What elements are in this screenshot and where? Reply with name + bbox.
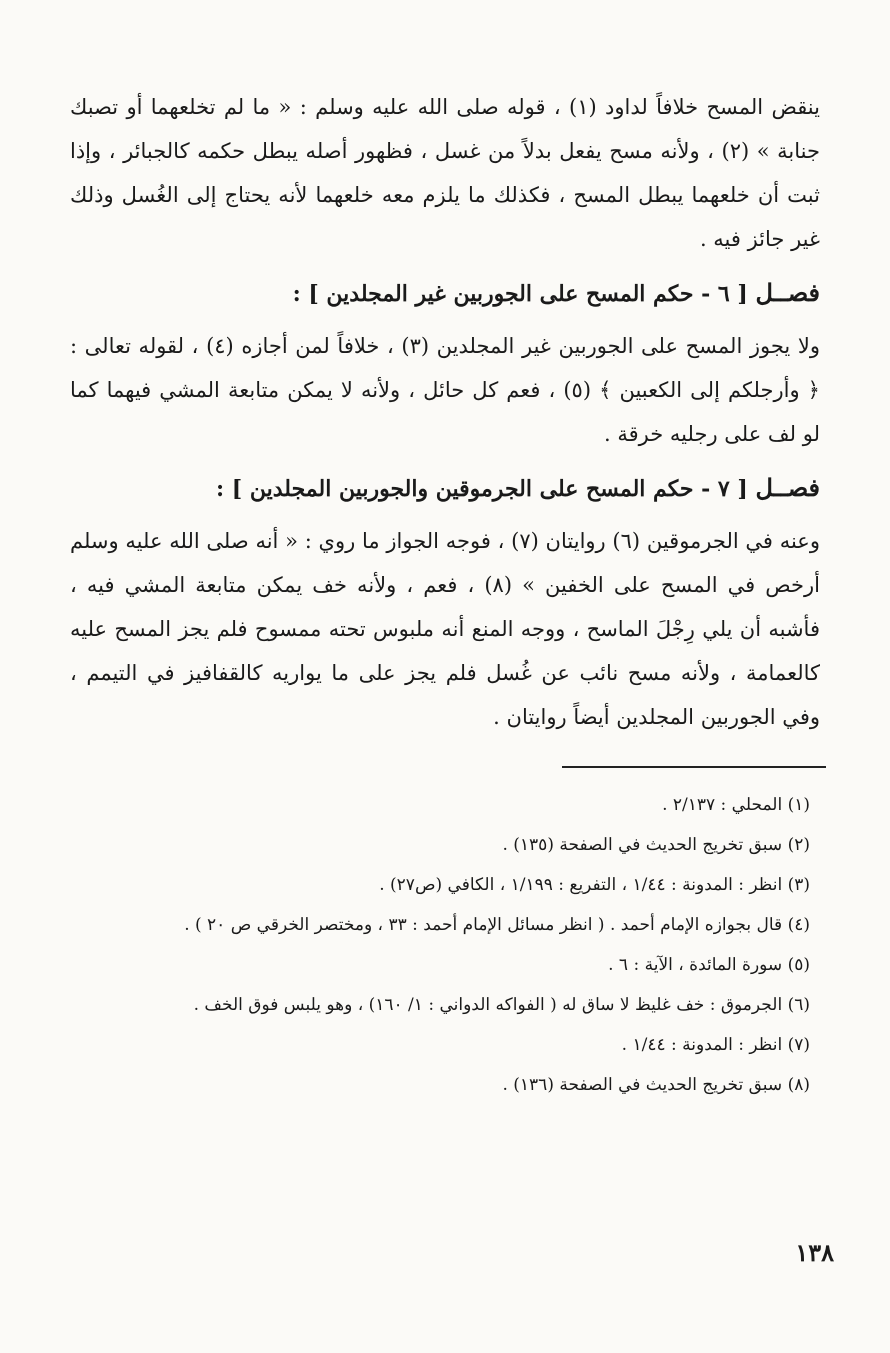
paragraph-3 [70, 519, 820, 739]
section-heading-6 [70, 269, 820, 318]
footnote-4: (٤) قال بجوازه الإمام أحمد . ( انظر مسائل الإمام أحمد : ٣٣ ، ومختصر الخرقي ص ٢٠ ) . [184, 915, 810, 935]
footnote-6: (٦) الجرموق : خف غليظ لا ساق له ( الفواكه الدواني : ١/ ١٦٠) ، وهو يلبس فوق الخف . [193, 995, 810, 1015]
heading-title: [ ٧ - حكم المسح على الجرموقين والجوربين المجلدين ] : [216, 476, 748, 502]
footnote-separator [562, 766, 826, 768]
footnote-5: (٥) سورة المائدة ، الآية : ٦ . [608, 955, 810, 975]
footnote-8: (٨) سبق تخريج الحديث في الصفحة (١٣٦) . [502, 1075, 810, 1095]
paragraph-2 [70, 324, 820, 456]
paragraph-1-text: ينقض المسح خلافاً لداود (١) ، قوله صلى الله عليه وسلم : « ما لم تخلعهما أو تصبك جنابة » (٢) ، ولأنه مسح يفعل بدلاً من غسل ، فظهور أصله يبطل حكمه كالجبائر ، وإذا ثبت أن خلعهما يبطل المسح ، فكذلك ما يلزم معه خلعهما لأنه يحتاج إلى الغُسل وذلك غير جائز فيه . [70, 95, 820, 251]
paragraph-2-text: ولا يجوز المسح على الجوربين غير المجلدين (٣) ، خلافاً لمن أجازه (٤) ، لقوله تعالى : ﴿ وأرجلكم إلى الكعبين ﴾ (٥) ، فعم كل حائل ، ولأنه لا يمكن متابعة المشي فيهما كما لو لف على رجليه خرقة . [70, 334, 820, 446]
footnote-3: (٣) انظر : المدونة : ١/٤٤ ، التفريع : ١/١٩٩ ، الكافي (ص٢٧) . [379, 875, 810, 895]
paragraph-1 [70, 85, 820, 261]
footnotes [80, 790, 810, 1110]
section-heading-7 [70, 464, 820, 513]
heading-fasl-word: فصــل [755, 278, 820, 307]
footnote-7: (٧) انظر : المدونة : ١/٤٤ . [621, 1035, 810, 1055]
footnote-1: (١) المحلي : ٢/١٣٧ . [662, 795, 810, 815]
heading-title: [ ٦ - حكم المسح على الجوربين غير المجلدين ] : [292, 281, 748, 307]
main-text [70, 85, 820, 739]
paragraph-3-text: وعنه في الجرموقين (٦) روايتان (٧) ، فوجه الجواز ما روي : « أنه صلى الله عليه وسلم أرخص في المسح على الخفين » (٨) ، فعم ، ولأنه خف يمكن متابعة المشي فيه ، فأشبه أن يلي رِجْلَ الماسح ، ووجه المنع أنه ملبوس تحته ممسوح فلم يجز المسح عليه كالعمامة ، ولأنه مسح نائب عن غُسل فلم يجز على ما يواريه كالقفافيز في التيمم ، وفي الجوربين المجلدين أيضاً روايتان . [70, 529, 820, 729]
heading-fasl-word: فصــل [755, 473, 820, 502]
footnote-2: (٢) سبق تخريج الحديث في الصفحة (١٣٥) . [502, 835, 810, 855]
page-number: ١٣٨ [795, 1238, 834, 1267]
